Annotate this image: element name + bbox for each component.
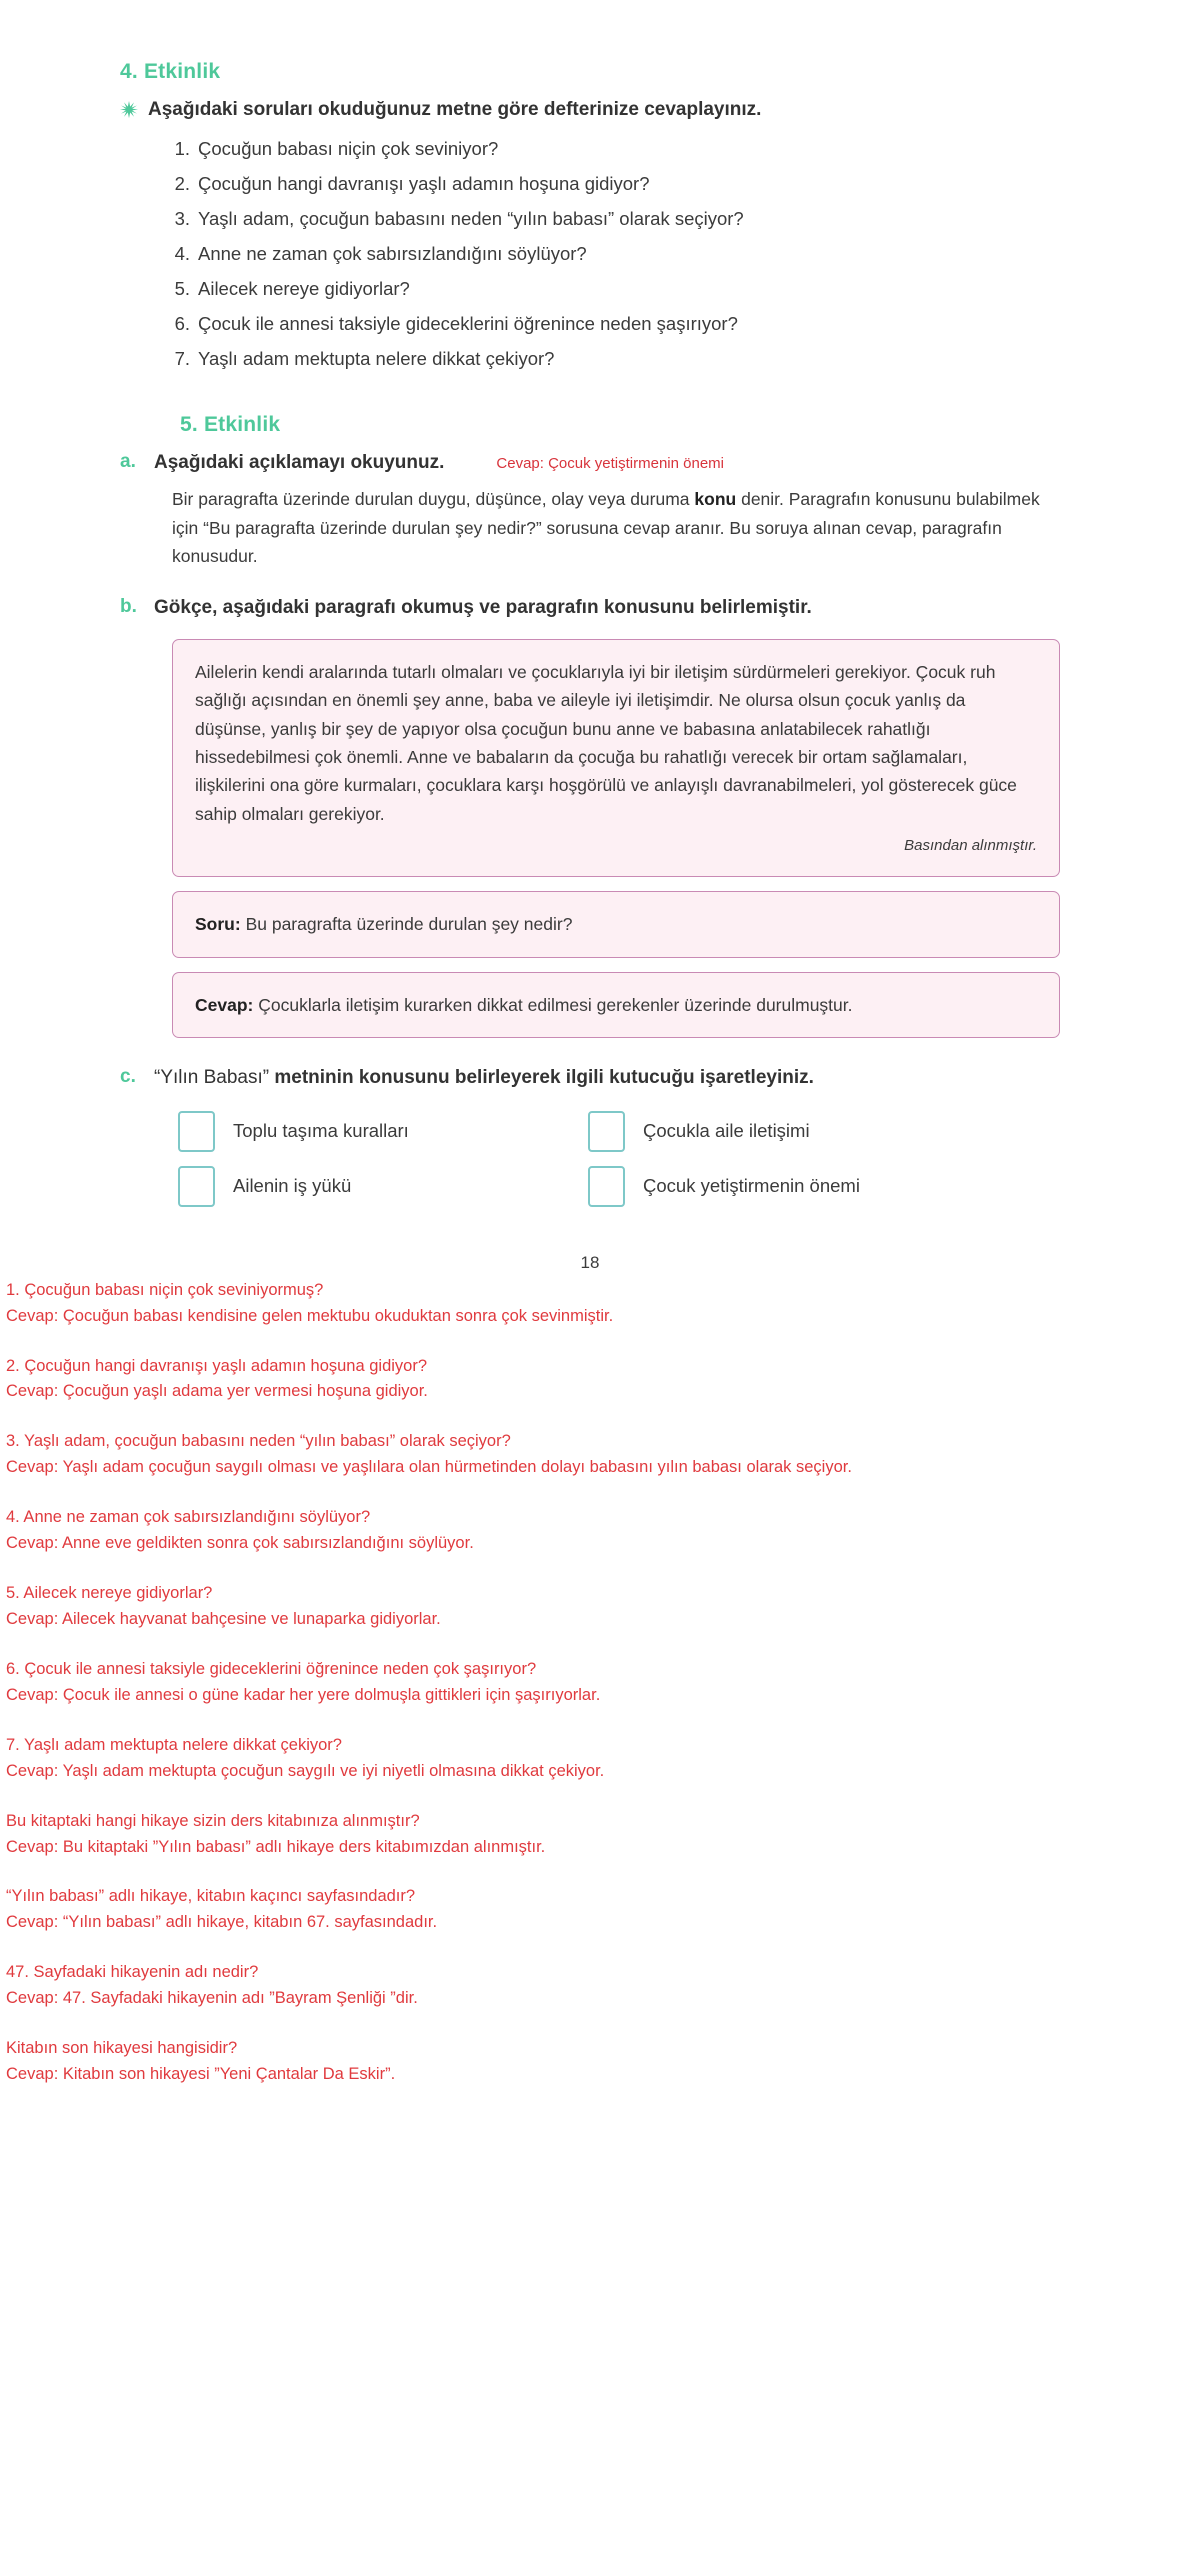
answer-text: Cevap: Kitabın son hikayesi ”Yeni Çantalar Da Eskir”. [6,2065,396,2084]
activity-5b-heading: Gökçe, aşağıdaki paragrafı okumuş ve paragrafın konusunu belirlemiştir. [154,597,812,619]
answer-text: Cevap: Çocuk ile annesi o güne kadar her yere dolmuşla gittikleri için şaşırıyorlar. [6,1685,601,1704]
answer-block [6,1810,1166,1860]
answer-question: Bu kitaptaki hangi hikaye sizin ders kitabınıza alınmıştır? [6,1811,420,1830]
activity-4-prompt: Aşağıdaki soruları okuduğunuz metne göre defterinize cevaplayınız. [148,99,762,120]
answer-text: Cevap: Yaşlı adam çocuğun saygılı olması ve yaşlılara olan hürmetinden dolayı babasını yılın babası olarak seçiyor. [6,1458,852,1477]
activity-5a-paragraph [172,485,1060,570]
cevap-box [172,972,1060,1038]
activity-5a-letter: a. [120,450,136,472]
answer-block [6,1506,1166,1556]
checkbox-ailenin-is-yuku[interactable] [178,1166,215,1207]
activity-4-title: 4. Etkinlik [120,60,221,83]
answer-text: Cevap: Bu kitaptaki ”Yılın babası” adlı hikaye ders kitabımızdan alınmıştır. [6,1837,546,1856]
answer-block [6,1582,1166,1632]
checkbox-toplu-tasima[interactable] [178,1111,215,1152]
choice-label: Toplu taşıma kuralları [233,1120,409,1142]
activity-5c-heading-quoted: “Yılın Babası” [154,1067,270,1089]
activity-5c-heading-rest: metninin konusunu belirleyerek ilgili kutucuğu işaretleyiniz. [269,1067,814,1089]
worksheet-page [0,0,1180,1273]
answer-question: 4. Anne ne zaman çok sabırsızlandığını söylüyor? [6,1508,371,1527]
page-number: 18 [580,1252,600,1272]
answer-text: Cevap: Çocuğun babası kendisine gelen mektubu okuduktan sonra çok sevinmiştir. [6,1306,614,1325]
answer-block [6,1355,1166,1405]
answer-block [6,1961,1166,2011]
choice-label: Çocukla aile iletişimi [643,1120,810,1142]
answer-text: Cevap: Çocuğun yaşlı adama yer vermesi hoşuna gidiyor. [6,1382,428,1401]
answer-text: Cevap: Ailecek hayvanat bahçesine ve lunaparka gidiyorlar. [6,1610,441,1628]
activity-5c-heading [154,1066,814,1091]
soru-box [172,891,1060,957]
activity-5c-letter: c. [120,1066,136,1088]
choice-option[interactable] [588,1111,998,1152]
activity-5b-row [120,596,1060,621]
question-item: Ailecek nereye gidiyorlar? [198,278,410,300]
paragraph-part-1: Bir paragrafta üzerinde durulan duygu, düşünce, olay veya duruma [172,489,695,510]
choice-label: Çocuk yetiştirmenin önemi [643,1175,860,1197]
question-item: Çocuğun hangi davranışı yaşlı adamın hoşuna gidiyor? [198,172,650,194]
activity-4-prompt-row [120,98,1060,123]
paragraph-part-2: denir. Paragrafın konusunu bulabilmek için “Bu paragrafta üzerinde durulan şey nedir?” sorusuna cevap aranır. Bu soruya alınan cevap, paragrafın konusudur. [172,489,1040,566]
answer-question: Kitabın son hikayesi hangisidir? [6,2039,238,2058]
choice-option[interactable] [588,1166,998,1207]
answer-block [6,1658,1166,1708]
answer-text: Cevap: Anne eve geldikten sonra çok sabırsızlandığını söylüyor. [6,1534,474,1553]
activity-5b-letter: b. [120,596,137,618]
cevap-label: Cevap: [195,994,254,1015]
question-item: Yaşlı adam, çocuğun babasını neden “yılın babası” olarak seçiyor? [198,207,744,229]
sample-paragraph-source: Basından alınmıştır. [904,837,1037,855]
soru-text: Bu paragrafta üzerinde durulan şey nedir? [240,914,573,935]
answer-question: 1. Çocuğun babası niçin çok seviniyormuş? [6,1280,324,1299]
choice-option[interactable] [178,1111,588,1152]
answer-text: Cevap: “Yılın babası” adlı hikaye, kitabın 67. sayfasındadır. [6,1913,438,1932]
star-icon [120,101,138,119]
choice-option[interactable] [178,1166,588,1207]
soru-label: Soru: [195,914,241,935]
activity-5-title: 5. Etkinlik [180,412,281,436]
answer-block [6,1430,1166,1480]
answer-text: Cevap: 47. Sayfadaki hikayenin adı ”Bayram Şenliği ”dir. [6,1989,418,2008]
paragraph-keyword: konu [694,489,737,510]
answer-block [6,1885,1166,1935]
cevap-text: Çocuklarla iletişim kurarken dikkat edilmesi gerekenler üzerinde durulmuştur. [253,994,853,1015]
sample-paragraph-text: Ailelerin kendi aralarında tutarlı olmaları ve çocuklarıyla iyi bir iletişim sürdürmeleri gerekiyor. Çocuk ruh sağlığı açısından en önemli şey anne, baba ve aileyle iyi iletişimdir. Ne olursa olsun çocuk yanlış da düşünse, yanlış bir şey de yapıyor olsa çocuğun bunu anne ve babasına anlatabilecek rahatlığı hissedebilmesi çok önemli. Anne ve babaların da çocuğa bu rahatlığı verecek bir ortam sağlamaları, ilişkilerini ona göre kurmaları, çocuklara karşı hoşgörülü ve anlayışlı davranabilmeleri, yol gösterecek güce sahip olmaları gerekiyor. [195,661,1017,824]
activity-4-question-list [120,137,1060,371]
answer-question: 7. Yaşlı adam mektupta nelere dikkat çekiyor? [6,1735,342,1754]
answer-key-section [0,1279,1180,2143]
activity-4-section [120,60,1060,371]
topic-choice-grid [178,1111,998,1207]
choice-label: Ailenin iş yükü [233,1175,352,1197]
question-item: Çocuğun babası niçin çok seviniyor? [198,137,499,159]
answer-block [6,1279,1166,1329]
checkbox-cocukla-aile-iletisimi[interactable] [588,1111,625,1152]
answer-text: Cevap: Yaşlı adam mektupta çocuğun saygılı ve iyi niyetli olmasına dikkat çekiyor. [6,1761,605,1780]
activity-5a-heading: Aşağıdaki açıklamayı okuyunuz. [154,451,445,473]
question-item: Yaşlı adam mektupta nelere dikkat çekiyor? [198,348,555,370]
activity-5-section [120,413,1060,1273]
answer-block [6,1734,1166,1784]
checkbox-cocuk-yetistirmenin-onemi[interactable] [588,1166,625,1207]
question-item: Anne ne zaman çok sabırsızlandığını söylüyor? [198,243,587,265]
sample-paragraph-box [172,639,1060,877]
activity-5a-row [120,451,1060,476]
answer-question: 2. Çocuğun hangi davranışı yaşlı adamın hoşuna gidiyor? [6,1356,428,1375]
answer-question: 6. Çocuk ile annesi taksiyle gideceklerini öğrenince neden çok şaşırıyor? [6,1659,537,1678]
answer-question: 47. Sayfadaki hikayenin adı nedir? [6,1963,259,1982]
question-item: Çocuk ile annesi taksiyle gideceklerini öğrenince neden şaşırıyor? [198,313,738,335]
answer-block [6,2037,1166,2087]
answer-question: “Yılın babası” adlı hikaye, kitabın kaçıncı sayfasındadır? [6,1887,416,1906]
answer-question: 5. Ailecek nereye gidiyorlar? [6,1584,213,1603]
answer-question: 3. Yaşlı adam, çocuğun babasını neden “yılın babası” olarak seçiyor? [6,1432,511,1451]
activity-5a-annotation: Cevap: Çocuk yetiştirmenin önemi [496,454,724,472]
activity-5c-row [120,1066,1060,1091]
